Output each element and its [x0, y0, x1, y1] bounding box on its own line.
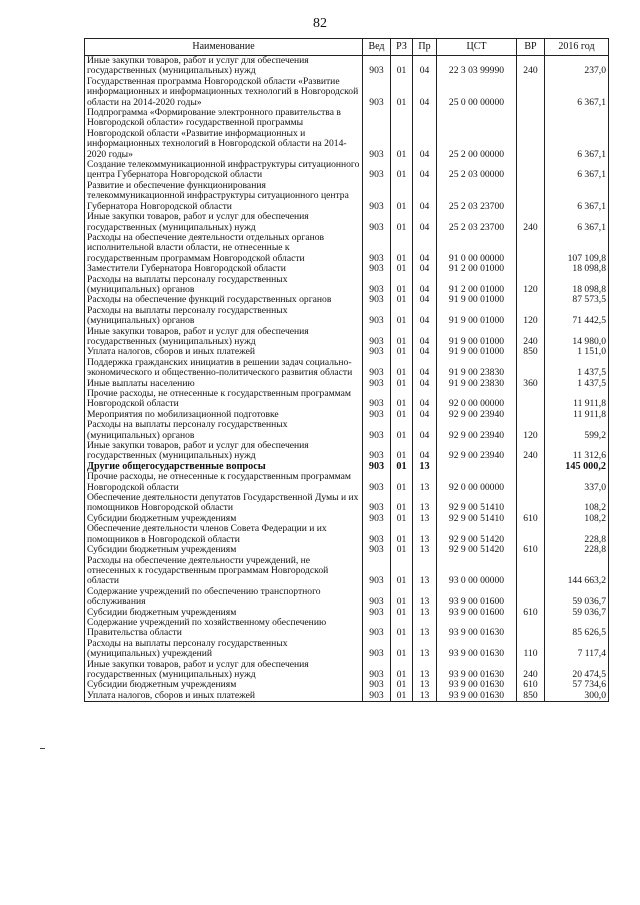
cell-cst: 92 0 00 00000	[437, 472, 517, 493]
cell-vr	[517, 524, 545, 545]
cell-ved: 903	[363, 660, 391, 681]
cell-vr	[517, 233, 545, 264]
cell-ved: 903	[363, 514, 391, 524]
cell-pr: 04	[413, 295, 437, 305]
cell-name: Расходы на выплаты персоналу государственных (муниципальных) органов	[85, 420, 363, 441]
cell-ved: 903	[363, 493, 391, 514]
cell-name: Прочие расходы, не отнесенные к государственным программам Новгородской области	[85, 389, 363, 410]
cell-amount: 6 367,1	[545, 108, 609, 160]
table-row	[85, 108, 609, 160]
cell-pr: 13	[413, 691, 437, 702]
table-row	[85, 587, 609, 608]
cell-ved: 903	[363, 358, 391, 379]
table-row	[85, 441, 609, 462]
table-row	[85, 306, 609, 327]
cell-rz: 01	[391, 212, 413, 233]
cell-ved: 903	[363, 264, 391, 274]
cell-vr: 120	[517, 306, 545, 327]
cell-pr: 04	[413, 233, 437, 264]
cell-vr	[517, 618, 545, 639]
cell-ved: 903	[363, 420, 391, 441]
cell-rz: 01	[391, 545, 413, 555]
cell-amount: 6 367,1	[545, 212, 609, 233]
cell-pr: 13	[413, 556, 437, 587]
cell-vr	[517, 77, 545, 108]
cell-name: Государственная программа Новгородской области «Развитие информационных и информационных технологий в Новгородской области на 2014-2020 годы»	[85, 77, 363, 108]
cell-amount: 228,8	[545, 524, 609, 545]
cell-cst: 93 9 00 01600	[437, 587, 517, 608]
cell-pr: 04	[413, 56, 437, 77]
cell-pr: 04	[413, 410, 437, 420]
table-row	[85, 275, 609, 296]
cell-cst: 91 9 00 23830	[437, 379, 517, 389]
table-row	[85, 691, 609, 702]
table-row	[85, 660, 609, 681]
table-row	[85, 389, 609, 410]
cell-name: Субсидии бюджетным учреждениям	[85, 514, 363, 524]
cell-ved: 903	[363, 275, 391, 296]
page-number: 82	[313, 16, 327, 31]
cell-pr: 04	[413, 108, 437, 160]
table-row	[85, 212, 609, 233]
cell-amount: 144 663,2	[545, 556, 609, 587]
cell-vr	[517, 493, 545, 514]
cell-ved: 903	[363, 56, 391, 77]
table-row	[85, 358, 609, 379]
cell-rz: 01	[391, 295, 413, 305]
cell-vr	[517, 160, 545, 181]
cell-pr: 13	[413, 608, 437, 618]
cell-amount: 87 573,5	[545, 295, 609, 305]
cell-ved: 903	[363, 472, 391, 493]
cell-name: Уплата налогов, сборов и иных платежей	[85, 347, 363, 357]
cell-cst: 93 9 00 01630	[437, 691, 517, 702]
cell-cst: 91 2 00 01000	[437, 264, 517, 274]
cell-rz: 01	[391, 660, 413, 681]
cell-cst: 93 9 00 01630	[437, 680, 517, 690]
cell-cst: 93 9 00 01600	[437, 608, 517, 618]
cell-name: Содержание учреждений по хозяйственному обеспечению Правительства области	[85, 618, 363, 639]
cell-amount: 57 734,6	[545, 680, 609, 690]
cell-cst: 91 9 00 01000	[437, 327, 517, 348]
cell-vr	[517, 389, 545, 410]
cell-pr: 04	[413, 306, 437, 327]
cell-cst: 91 9 00 01000	[437, 295, 517, 305]
cell-rz: 01	[391, 691, 413, 702]
cell-amount: 14 980,0	[545, 327, 609, 348]
cell-name: Другие общегосударственные вопросы	[85, 462, 363, 472]
cell-amount: 11 312,6	[545, 441, 609, 462]
cell-rz: 01	[391, 410, 413, 420]
cell-vr	[517, 410, 545, 420]
cell-rz: 01	[391, 608, 413, 618]
cell-amount: 11 911,8	[545, 410, 609, 420]
table-row	[85, 524, 609, 545]
cell-amount: 85 626,5	[545, 618, 609, 639]
cell-amount: 599,2	[545, 420, 609, 441]
cell-ved: 903	[363, 77, 391, 108]
cell-amount: 228,8	[545, 545, 609, 555]
cell-name: Субсидии бюджетным учреждениям	[85, 545, 363, 555]
cell-rz: 01	[391, 680, 413, 690]
cell-cst: 92 9 00 51410	[437, 493, 517, 514]
cell-cst: 91 2 00 01000	[437, 275, 517, 296]
cell-name: Обеспечение деятельности членов Совета Федерации и их помощников в Новгородской области	[85, 524, 363, 545]
cell-name: Расходы на обеспечение функций государственных органов	[85, 295, 363, 305]
table-row	[85, 493, 609, 514]
cell-cst: 93 9 00 01630	[437, 660, 517, 681]
cell-name: Расходы на обеспечение деятельности учреждений, не отнесенных к государственным программам Новгородской области	[85, 556, 363, 587]
cell-pr: 04	[413, 212, 437, 233]
cell-name: Расходы на обеспечение деятельности отдельных органов исполнительной власти области, не отнесенные к государственным программам Новгородской области	[85, 233, 363, 264]
cell-pr: 13	[413, 514, 437, 524]
table-row	[85, 556, 609, 587]
cell-ved: 903	[363, 410, 391, 420]
cell-ved: 903	[363, 524, 391, 545]
cell-rz: 01	[391, 181, 413, 212]
cell-amount: 1 437,5	[545, 379, 609, 389]
cell-pr: 13	[413, 462, 437, 472]
table-row	[85, 56, 609, 77]
cell-cst: 92 9 00 51420	[437, 545, 517, 555]
cell-pr: 13	[413, 524, 437, 545]
cell-amount: 108,2	[545, 514, 609, 524]
cell-vr: 240	[517, 327, 545, 348]
cell-rz: 01	[391, 233, 413, 264]
cell-pr: 13	[413, 618, 437, 639]
table-row	[85, 233, 609, 264]
cell-amount: 6 367,1	[545, 181, 609, 212]
table-row	[85, 618, 609, 639]
cell-ved: 903	[363, 379, 391, 389]
cell-rz: 01	[391, 514, 413, 524]
budget-table	[84, 38, 609, 702]
cell-amount: 107 109,8	[545, 233, 609, 264]
cell-amount: 6 367,1	[545, 160, 609, 181]
cell-ved: 903	[363, 639, 391, 660]
cell-amount: 1 437,5	[545, 358, 609, 379]
header-cst: ЦСТ	[437, 39, 517, 56]
cell-amount: 7 117,4	[545, 639, 609, 660]
cell-pr: 04	[413, 420, 437, 441]
cell-name: Расходы на выплаты персоналу государственных (муниципальных) учреждений	[85, 639, 363, 660]
cell-cst: 91 9 00 01000	[437, 306, 517, 327]
cell-pr: 13	[413, 639, 437, 660]
cell-rz: 01	[391, 108, 413, 160]
cell-pr: 04	[413, 264, 437, 274]
cell-amount: 237,0	[545, 56, 609, 77]
cell-rz: 01	[391, 524, 413, 545]
cell-rz: 01	[391, 77, 413, 108]
cell-pr: 04	[413, 160, 437, 181]
cell-name: Иные закупки товаров, работ и услуг для обеспечения государственных (муниципальных) нужд	[85, 660, 363, 681]
cell-rz: 01	[391, 347, 413, 357]
table-row	[85, 545, 609, 555]
cell-pr: 13	[413, 587, 437, 608]
cell-cst: 25 2 03 23700	[437, 181, 517, 212]
cell-rz: 01	[391, 306, 413, 327]
cell-name: Содержание учреждений по обеспечению транспортного обслуживания	[85, 587, 363, 608]
cell-name: Обеспечение деятельности депутатов Государственной Думы и их помощников Новгородской области	[85, 493, 363, 514]
cell-rz: 01	[391, 160, 413, 181]
cell-rz: 01	[391, 327, 413, 348]
cell-rz: 01	[391, 587, 413, 608]
cell-vr: 610	[517, 514, 545, 524]
cell-amount: 59 036,7	[545, 608, 609, 618]
cell-ved: 903	[363, 680, 391, 690]
table-row	[85, 420, 609, 441]
cell-amount: 337,0	[545, 472, 609, 493]
cell-amount: 71 442,5	[545, 306, 609, 327]
cell-rz: 01	[391, 379, 413, 389]
cell-cst: 92 9 00 51420	[437, 524, 517, 545]
cell-vr: 850	[517, 347, 545, 357]
cell-pr: 04	[413, 358, 437, 379]
cell-cst: 93 9 00 01630	[437, 639, 517, 660]
header-name: Наименование	[85, 39, 363, 56]
cell-rz: 01	[391, 56, 413, 77]
cell-name: Развитие и обеспечение функционирования телекоммуникационной инфраструктуры ситуационного центра Губернатора Новгородской области	[85, 181, 363, 212]
cell-rz: 01	[391, 358, 413, 379]
cell-vr: 240	[517, 660, 545, 681]
cell-ved: 903	[363, 389, 391, 410]
cell-cst	[437, 462, 517, 472]
cell-vr: 850	[517, 691, 545, 702]
cell-amount: 300,0	[545, 691, 609, 702]
cell-vr: 120	[517, 275, 545, 296]
table-row	[85, 639, 609, 660]
cell-rz: 01	[391, 618, 413, 639]
cell-ved: 903	[363, 587, 391, 608]
cell-ved: 903	[363, 545, 391, 555]
margin-mark	[40, 748, 45, 749]
header-ved: Вед	[363, 39, 391, 56]
cell-pr: 04	[413, 389, 437, 410]
table-row	[85, 160, 609, 181]
cell-name: Уплата налогов, сборов и иных платежей	[85, 691, 363, 702]
cell-vr: 240	[517, 56, 545, 77]
cell-ved: 903	[363, 462, 391, 472]
cell-cst: 25 2 03 00000	[437, 160, 517, 181]
cell-vr	[517, 358, 545, 379]
cell-cst: 93 0 00 00000	[437, 556, 517, 587]
cell-vr	[517, 587, 545, 608]
cell-amount: 20 474,5	[545, 660, 609, 681]
cell-pr: 13	[413, 680, 437, 690]
cell-vr: 120	[517, 420, 545, 441]
cell-cst: 22 3 03 99990	[437, 56, 517, 77]
cell-pr: 13	[413, 660, 437, 681]
cell-ved: 903	[363, 347, 391, 357]
cell-vr: 610	[517, 680, 545, 690]
cell-name: Иные закупки товаров, работ и услуг для обеспечения государственных (муниципальных) нужд	[85, 327, 363, 348]
cell-rz: 01	[391, 420, 413, 441]
cell-ved: 903	[363, 556, 391, 587]
cell-amount: 59 036,7	[545, 587, 609, 608]
cell-pr: 04	[413, 441, 437, 462]
cell-pr: 04	[413, 181, 437, 212]
cell-rz: 01	[391, 264, 413, 274]
cell-name: Мероприятия по мобилизационной подготовке	[85, 410, 363, 420]
cell-vr	[517, 556, 545, 587]
cell-cst: 91 0 00 00000	[437, 233, 517, 264]
cell-vr	[517, 264, 545, 274]
cell-rz: 01	[391, 441, 413, 462]
cell-name: Иные закупки товаров, работ и услуг для обеспечения государственных (муниципальных) нужд	[85, 441, 363, 462]
cell-name: Субсидии бюджетным учреждениям	[85, 680, 363, 690]
cell-name: Расходы на выплаты персоналу государственных (муниципальных) органов	[85, 275, 363, 296]
cell-ved: 903	[363, 618, 391, 639]
header-amount: 2016 год	[545, 39, 609, 56]
cell-ved: 903	[363, 306, 391, 327]
cell-cst: 93 9 00 01630	[437, 618, 517, 639]
cell-pr: 13	[413, 493, 437, 514]
table-header	[85, 39, 609, 56]
cell-rz: 01	[391, 462, 413, 472]
cell-amount: 1 151,0	[545, 347, 609, 357]
header-rz: РЗ	[391, 39, 413, 56]
cell-vr	[517, 181, 545, 212]
cell-pr: 04	[413, 275, 437, 296]
cell-vr	[517, 108, 545, 160]
cell-rz: 01	[391, 389, 413, 410]
cell-name: Иные выплаты населению	[85, 379, 363, 389]
cell-cst: 92 9 00 51410	[437, 514, 517, 524]
cell-vr: 360	[517, 379, 545, 389]
cell-ved: 903	[363, 108, 391, 160]
cell-pr: 04	[413, 347, 437, 357]
header-vr: ВР	[517, 39, 545, 56]
cell-ved: 903	[363, 181, 391, 212]
cell-ved: 903	[363, 441, 391, 462]
table-body	[85, 56, 609, 702]
cell-ved: 903	[363, 608, 391, 618]
cell-ved: 903	[363, 212, 391, 233]
cell-pr: 13	[413, 545, 437, 555]
cell-amount: 108,2	[545, 493, 609, 514]
cell-pr: 13	[413, 472, 437, 493]
cell-name: Создание телекоммуникационной инфраструктуры ситуационного центра Губернатора Новгородской области	[85, 160, 363, 181]
cell-pr: 04	[413, 327, 437, 348]
cell-rz: 01	[391, 275, 413, 296]
cell-rz: 01	[391, 472, 413, 493]
cell-amount: 11 911,8	[545, 389, 609, 410]
cell-pr: 04	[413, 77, 437, 108]
header-pr: Пр	[413, 39, 437, 56]
cell-vr: 240	[517, 212, 545, 233]
cell-name: Расходы на выплаты персоналу государственных (муниципальных) органов	[85, 306, 363, 327]
cell-name: Подпрограмма «Формирование электронного правительства в Новгородской области» государственной программы Новгородской области «Развитие информационных и информационных технологий в Новгородской области на 2014-2020 годы»	[85, 108, 363, 160]
cell-cst: 92 0 00 00000	[437, 389, 517, 410]
cell-cst: 91 9 00 23830	[437, 358, 517, 379]
cell-cst: 92 9 00 23940	[437, 410, 517, 420]
cell-ved: 903	[363, 691, 391, 702]
table-row	[85, 181, 609, 212]
cell-name: Иные закупки товаров, работ и услуг для обеспечения государственных (муниципальных) нужд	[85, 56, 363, 77]
table-row	[85, 264, 609, 274]
cell-vr: 110	[517, 639, 545, 660]
cell-name: Прочие расходы, не отнесенные к государственным программам Новгородской области	[85, 472, 363, 493]
cell-ved: 903	[363, 295, 391, 305]
cell-ved: 903	[363, 327, 391, 348]
cell-amount: 145 000,2	[545, 462, 609, 472]
cell-cst: 25 2 00 00000	[437, 108, 517, 160]
table-row	[85, 77, 609, 108]
cell-name: Поддержка гражданских инициатив в решении задач социально-экономического и общественно-политического развития области	[85, 358, 363, 379]
cell-cst: 25 2 03 23700	[437, 212, 517, 233]
cell-cst: 92 9 00 23940	[437, 441, 517, 462]
cell-ved: 903	[363, 233, 391, 264]
table-row	[85, 327, 609, 348]
cell-rz: 01	[391, 556, 413, 587]
cell-amount: 18 098,8	[545, 264, 609, 274]
cell-name: Субсидии бюджетным учреждениям	[85, 608, 363, 618]
cell-amount: 18 098,8	[545, 275, 609, 296]
cell-rz: 01	[391, 493, 413, 514]
cell-name: Заместители Губернатора Новгородской области	[85, 264, 363, 274]
cell-rz: 01	[391, 639, 413, 660]
cell-vr: 240	[517, 441, 545, 462]
cell-cst: 91 9 00 01000	[437, 347, 517, 357]
cell-vr: 610	[517, 608, 545, 618]
cell-vr	[517, 472, 545, 493]
table-row	[85, 472, 609, 493]
cell-name: Иные закупки товаров, работ и услуг для обеспечения государственных (муниципальных) нужд	[85, 212, 363, 233]
cell-vr: 610	[517, 545, 545, 555]
cell-ved: 903	[363, 160, 391, 181]
cell-amount: 6 367,1	[545, 77, 609, 108]
cell-vr	[517, 295, 545, 305]
cell-cst: 92 9 00 23940	[437, 420, 517, 441]
cell-vr	[517, 462, 545, 472]
cell-cst: 25 0 00 00000	[437, 77, 517, 108]
cell-pr: 04	[413, 379, 437, 389]
